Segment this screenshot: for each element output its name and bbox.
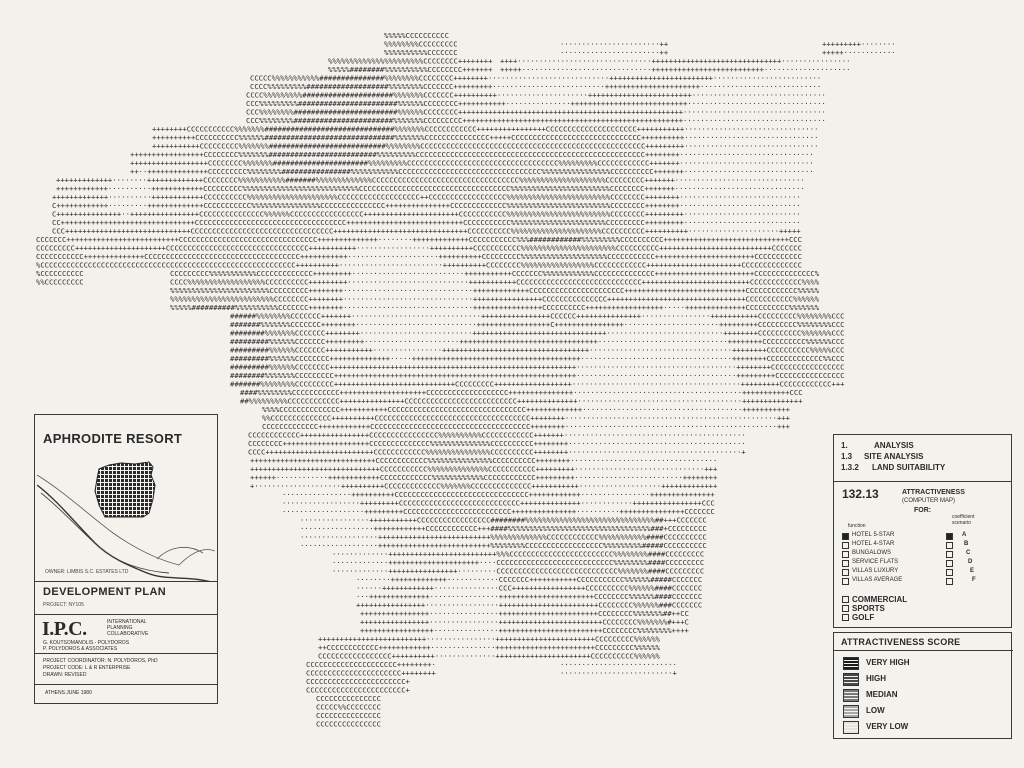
- function-label: SPORTS: [852, 604, 885, 613]
- credits-box: [34, 653, 218, 685]
- coefficient-letter: E: [970, 568, 975, 574]
- function-checkbox[interactable]: [842, 605, 849, 612]
- section-number-1: 1.: [841, 441, 848, 450]
- map-row: CCCCCCCCCCCCCCC: [316, 719, 381, 729]
- map-row: CCCCCCCCCCCCCCCCCCCCC++++++++·: [306, 660, 436, 669]
- map-row: %%%%%########%%%%%%%%%%CCCCCCCC+++++++: [328, 65, 493, 74]
- map-row: CCCCCCCCCCCCC++++++++++++CCCCCCCCCCCCCCCCCCCCCCCCCCCCCCCCCCCCC++++++++·················································+++: [262, 422, 790, 431]
- map-row: CCCCCCC++++++++++++++++++++++++++CCCCCCCCCCCCCCCCCCCCCCCCCCCCCCCC++++++++++++++········+++++++++++++CCCCCCCCCCC%%%############%%%%%%%%%CCCCCCCCCC+++++++++++++++++++++++++++++CCC: [36, 235, 802, 244]
- map-row: CCCC+++++++++++++++++++++++++CCCCCCCCCCCC%%%%%%%%%%%%%%%CCCCCCCCCC++++++++········································+: [248, 447, 746, 457]
- map-row: CCCCCCCCCCCCCCC: [316, 711, 381, 720]
- map-row: CCCC%%%%%%%%%###################%%%%%%%%CCCCCCC+++++++++··························++++++++++++++++++++++····························: [250, 82, 822, 91]
- other-function-list: [834, 482, 1013, 629]
- map-row: ++++++++++CCCCCCCCCC%%%%%%##############################%%%%%%%CCCCCCCCCCCCCCC+++++CCCCCCCCCCCCCCCCCCCCCCCCCCCCCC++++++++++·······························: [152, 133, 819, 142]
- function-label: VILLAS LUXURY: [852, 568, 899, 574]
- partners-line-2: P. POLYDOROS & ASSOCIATES: [43, 646, 118, 652]
- map-row: CCCCCCCCCCCCCCCCCCCCCC++++++++: [306, 668, 436, 678]
- legend-swatch: [843, 705, 859, 718]
- map-row: CCCCCCCCCCCCCCCCCCCCCCC+: [306, 685, 410, 695]
- map-row: %%%%%%%%%%%%%%%%%%%%%%%%CCCCCCCC++++++++······························++++++++++++++++CCCCCCCCCCCCCCC++++++++++++++++++++++++++++++++CCCCCCCCCCC%%%%%%: [170, 294, 820, 304]
- coefficient-header-2: scenario: [952, 520, 971, 526]
- map-row: %%%%%%%%%%%%%%%%%%%%%%CCCCCCCC++++++++: [328, 56, 493, 66]
- function-label: HOTEL 4-STAR: [852, 541, 895, 547]
- map-row: %%%%%##########%%%%%%%%%%CCCCCCC++++++++······························++++++++++++++++CCCCCCCCCC++++++++++++++++++·····++++++++++++++CCCCCCCCCC%%%%%%%: [170, 303, 820, 312]
- section-label-3: LAND SUITABILITY: [872, 463, 946, 472]
- legend-list: [834, 633, 1013, 740]
- map-row: ##%%%%%%%%%CCCCCCCCCCCC+++++++++++++++CCCCCCCCCCCCCCCCCCCCCCCCCC++++++++++++++······································++++++++++++++: [240, 396, 803, 406]
- section-label-2: SITE ANALYSIS: [864, 452, 924, 461]
- firm-box: [34, 614, 218, 654]
- map-row: ······++++++++++++···············CCC+++++++++++++++++CCCCCCCCCC%%%%%%####CCCCCCC: [356, 583, 703, 593]
- map-row: ··················++++++++++++++++++++++++++%%%%%%%%%%%%%CCCCCCCCCCCC%%%%%%%%%%%####CCCCCCCCCC: [300, 532, 707, 542]
- map-number: 132.13: [842, 487, 879, 501]
- map-row: ####%%%%%%%%CCCCCCCCCCC++++++++++++++++++++CCCCCCCCCCCCCCCCCCC+++++++++++++++·······································+++++++++++CCC: [240, 388, 803, 397]
- map-row: +++++++++++CCCCCCCCC%%%%%%%###########################%%%%%%%%CCCCCCCCCCCCCCCCCCCCCCCCCCCCCCCCCCCCCCCCCCCCCCCCCCCC+++++++++·······························: [152, 141, 819, 151]
- attractiveness-block: [833, 481, 1012, 628]
- map-row: +++++++++++++········+++++++++++++CCCCCCCC%%%%%%%%%%%#######%%%%%%%%%%%%%CCCCCCCCCCCCCCCCCCCCCCCCCCCCCCCCCC%%%%%%%%%%%%%%%%%%%%CCCCCCCCC+++++++······························: [56, 175, 805, 185]
- map-row: CCC+++++++++++++++++++++++++++++CCCCCCCCCCCCCCCCCCCCCCCCCCCCCCCCC+++++++++++++++++++++++++++++++CCCCCCCCCC%%%%%%%%%%%%%%%%%%%%%CCCCCCCCCC++++++++++·····················+++++: [52, 226, 801, 236]
- map-row: ++++++············++++++++++++CCCCCCCCCCCC%%%%%%%%%%%%CCCCCCCCCCCC+++++++++·························++++++++: [250, 473, 718, 482]
- map-row: #######%%%%%%%CCCCCCC++++++++····························+++++++++++++++++C++++++++++++++++······················+++++++++CCCCCCCCC%%%%%%%%CCC: [230, 320, 845, 329]
- coefficient-letter: D: [968, 559, 973, 565]
- road-3: [157, 547, 203, 559]
- map-row: ········+++++++++++++············CCCCCCC+++++++++++CCCCCCCCCCC%%%%%%#####CCCCCCC: [356, 575, 703, 584]
- map-row: CCCCCCCCC%%%%%%%%%%%CCCCCCCCCCCCC+++++++++··························+++++++++++CCCCCCC%%%%%%%%%%%%CCCCCCCCCCCCCC+++++++++++++++++++++++CCCCCCCCCCCCCC%: [170, 269, 820, 278]
- function-label: VILLAS AVERAGE: [852, 577, 903, 583]
- map-row: +····················++++++++++CCCCCCCCCCCCC%%%%%%%CCCCCCCCCCCCCC+++++++++++···················+++++++++++++: [250, 481, 718, 491]
- map-row: %%%%%CCCCCCCCCC: [384, 31, 449, 40]
- coordinator-line: PROJECT COORDINATOR: N. POLYDOROS, PhD: [43, 658, 158, 664]
- function-label: BUNGALOWS: [852, 550, 892, 556]
- title-block: [34, 414, 218, 704]
- firm-name-line-3: COLLABORATIVE: [107, 631, 149, 637]
- map-row: ######%%%%%%%%CCCCCCC+++++++······························++++++++++++++++CCCCCC+++++++++++++++················+++++++++++CCCCCCCCC%%%%%%%%CCC: [230, 311, 845, 321]
- map-row: ·············+++++++++++++++++++++····CCCCCCCCCCCCCCCCCCCCCCCCCCC%%%%%%%%####CCCCCCCCC: [332, 558, 705, 567]
- plan-title-box: [34, 581, 218, 615]
- map-row: ···························: [560, 660, 677, 669]
- map-row: +++++++++++++++++++++++++++++CCCCCCCCCCCC%%%%%%%%%%%%%%%CCCCCCCCCC++++++++··································: [250, 456, 718, 465]
- function-header: function: [848, 523, 866, 529]
- firm-name-line-1: INTERNATIONAL: [107, 619, 147, 625]
- site-parcel: [95, 462, 155, 517]
- map-row: ++++++++++++++++++CCCCCCCC%%%%%%%######################%%%%%%%%%CCCCCCCCCCCCCCCCCCCCCCCCCCCCCCCCCCC%%%%%%%%%CCCCCCCCCCCC+++++++·······························: [130, 158, 814, 168]
- firm-name-line-2: PLANNING: [107, 625, 133, 631]
- firm-logo: I.P.C.: [42, 618, 87, 640]
- map-row: %%%%%%%%%%%%%%%%%%%%%%%CCCCCCCCC++++++++······························+++++++++++++CCCCCCCCCCCCCCCCCCCCCC++++++++++++++++++++++++++++CCCCCCCCCCCC%%%%%: [170, 286, 820, 295]
- map-row: %%%%%%%%CCCCCCCCC: [384, 39, 458, 49]
- map-row: ···++++++++++++++················++++++++++++++++++++++CCCCCCCC%%%%%%####CCCCCCC: [356, 592, 703, 601]
- map-row: C+++++++++++++++··++++++++++++++++CCCCCCCCCCCCCCC%%%%%%CCCCCCCCCCCCCCCCC++++++++++++++++++++++CCCCCCCCCCC%%%%%%%%%%%%%%%%%%%%%%%%CCCCCCCC+++++++++···························: [52, 209, 801, 219]
- legend-swatch: [843, 657, 859, 670]
- function-label: HOTEL 5-STAR: [852, 532, 895, 538]
- map-row: CCCCCCCCCCCCCCCCC++++++++++··············++++++++++++++++++++++CCCCCCCCCC%%%%%%: [318, 651, 660, 661]
- map-row: CCC%%%%%%%%%#######################%%%%%%CCCCCCCC+++++++++++···············+++++++++++++++++++++++++++································: [246, 99, 826, 108]
- map-row: CCCCCCCCCCCCCCCCCCCCCCC+: [306, 677, 410, 686]
- map-row: ++··++++++++++++++CCCCCCCCC%%%%%%%%################%%%%%%%%%%%CCCCCCCCCCCCCCCCCCCCCCCCCCCCCCCCC%%%%%%%%%%%%%%%%CCCCCCCCCC+++++++······························: [130, 167, 814, 176]
- map-row: ++++++++++++++++················+++++++++++++++++++++++CCCCCCCC%%%%%%%##++CC: [360, 609, 689, 618]
- legend-label: VERY LOW: [866, 722, 909, 731]
- map-row: %CCCCCCCCCCCCCCCCCCCCCCCCCCCCCCCCCCCCCCCCCCCCCCCCCCCCCCCCCCC++++++++++························++++++++++CCCCCCCC%%%%%%%%%%%%%%%%%CCCCCCCCCCCC++++++++++++++++++++++CCCCCCCCCCCCCC: [36, 260, 802, 270]
- section-label-1: ANALYSIS: [874, 441, 914, 450]
- map-row: ·············++++++++++++++++·········CCCCCCCCCCCCCCCCCCCCCCCCCCCC%%%%%%%####CCCCCCCCC: [332, 566, 705, 576]
- map-row: CC+++++++++++++++++++++++++++++++CCCCCCCCCCCCCCCCCCCCCCCCCCCCCCCCCCC+++++++++++++++++++++++++++CCCCCCCCCCC%%%%%%%%%%%%%%%%%%%%%%CCCCCCCCC+++++++++···························: [52, 218, 801, 227]
- map-row: ··················+++++++++CCCCCCCCCCCCCCCCCCCCCCCCCCCC++++++++++++++············++++++++++++++++CCC: [282, 498, 715, 508]
- section-block: [833, 434, 1012, 482]
- attractiveness-title-3: FOR:: [914, 507, 932, 514]
- map-row: %%CCCCCCCCC: [36, 277, 84, 287]
- project-title: APHRODITE RESORT: [43, 431, 183, 446]
- map-row: +++++++++++++++++CCCCCCCC%%%%%%%#########################%%%%%%%%%CCCCCCCCCCCCCCCCCCCCCCCCCCCCCCCCCCCCCCCCCCCCCCCCCCCCC++++++++·······························: [130, 150, 814, 159]
- map-row: CCCC%%%%%%%%%%%%%%%%%%CCCCCCCCCC+++++++++····························+++++++++++CCCCCCCCCCCCCCCCCCCCCCCCCCCCC+++++++++++++++++++++++++CCCCCCCCCCCC%%%%: [170, 277, 820, 287]
- score-legend-title: ATTRACTIVENESS SCORE: [841, 637, 961, 647]
- map-row: ++++++++CCCCCCCCCCC%%%%%%%##############################%%%%%%%CCCCCCCCCCCC++++++++++++++++CCCCCCCCCCCCCCCCCCCCC+++++++++++·······························: [152, 124, 819, 134]
- drawn-line: DRAWN: REVISED: [43, 672, 87, 678]
- legend-label: LOW: [866, 706, 885, 715]
- map-row: +++++++++++++··········++++++++++++CCCCCCCCCC%%%%%%%%%%%%%%%%%%%%%CCCCCCCCCCCCCCCCCCC++CCCCCCCCCCCCCCCCCC%%%%%%%%%%%%%%%%%%%%%%%%CCCCCCCC++++++++····························: [52, 192, 801, 202]
- map-row: ··················++++++++++++++++++++++++++%%%%%%%%CCCCCCCCCCCCCCCCCC%%%%%%%%%#####CCCCCCCCCC: [300, 541, 707, 550]
- coefficient-letter: C: [966, 550, 971, 556]
- project-number: PROJECT: NY105: [43, 602, 84, 608]
- map-row: CCCCCCCC++++++++++++++++++++CCCCCCCCCCCCCC%%%%%%%%%%%%%%CCCCCCCCCC++++++++·········································: [248, 439, 746, 448]
- map-row: %%CCCCCCCCCCCCCC++++++++++CCCCCCCCCCCCCCCCCCCCCCCCCCCCCCCCCCCC++++++++·················································+++: [262, 413, 790, 423]
- map-row: ···················+++++++++CCCCCCCCCCCCCCCCCCCCCCCCC+++++++++++++++··········+++++++++++++++CCCCCCC: [282, 507, 715, 516]
- map-row: ########%%%%%%%CCCCCCCCC++++++++++++++++++++++++++++++++++++++++++++++++++++++++·····································+++++++++CCCCCCCCCCCCCCCC: [230, 371, 845, 380]
- legend-label: VERY HIGH: [866, 658, 910, 667]
- map-row: ·······················++: [560, 39, 669, 49]
- legend-swatch: [843, 689, 859, 702]
- location-map: [37, 455, 215, 583]
- project-code-line: PROJECT CODE: L & R ENTERPRISE: [43, 665, 131, 671]
- map-row: CCCCCCCCCCC++++++++++++++CCCCCCCCCCCCCCCCCCCCCCCCCCCCCCCCCCCC+++++++++++·····················++++++++++CCCCCCCCC%%%%%%%%%%%%%%%%%%%%CCCCCCCCCCC+++++++++++++++++++++++CCCCCCCCCCC: [36, 252, 802, 261]
- map-row: CCCCC%%CCCCCCCC: [316, 702, 381, 712]
- map-row: %%%%CCCCCCCCCCCCCC+++++++++++CCCCCCCCCCCCCCCCCCCCCCCCCCCCCCCC+++++++++++++·····································+++++++++++: [262, 405, 790, 414]
- coefficient-letter: A: [962, 532, 967, 538]
- map-row: CCCCCCCCC+++++++++++++++++++++CCCCCCCCCCCCCCCCCCCCCCCCCCCCCCCCC+++++++++++·················++++++++++CCCCCCCCCCC%%%%%%%%%%%%%%%%%%%%%%CCCCCCCCCC++++++++++++++++++++++++++CCCCCCC: [36, 243, 802, 253]
- map-row: ++++·······························++++++++++++++++++++++++++++++················: [500, 56, 851, 66]
- coefficient-header-1: coefficient: [952, 514, 975, 520]
- section-number-3: 1.3.2: [841, 463, 859, 472]
- map-row: CCC%%%%%%%%#######################%%%%%%%CCCCCCCCC+++++++++++++++++++++++++++++++++++++++++++++++++++·································: [246, 116, 826, 125]
- map-row: CCCC%%%%%%%%%#####################%%%%%%%CCCCCCC++++++++++·····················++++++++++++++++++++++++·······························: [246, 90, 826, 100]
- map-row: ·················++++++++++++CCCCCCCCCCCC+++####%%%%%%%%%%%%%%%%%%%%%%%%%%%%%%%%%###+CCCCCCCCC: [300, 524, 707, 533]
- plan-title: DEVELOPMENT PLAN: [43, 586, 167, 598]
- map-row: ++++++++++++··········++++++++++++CCCCCCCCC%%%%%%%%%%%%%%%%%%%%%%%%%%%CCCCCCCCCCCCCCCCCCCCCCCCCCCCCCCCCCC%%%%%%%%%%%%%%%%%%%%%%%CCCCCCCC+++++++······························: [56, 184, 805, 193]
- map-row: #########%%%%%%CCCCCCC+++++++++++················++++++++++++++++++++++++++++++++++·································++++++++CCCCCCCCCC%%%%%CCC: [230, 345, 845, 355]
- map-row: +++++······························++++++++++++++++++++++++++····················: [500, 65, 851, 74]
- function-label: SERVICE FLATS: [852, 559, 899, 565]
- map-row: CCCCCCCCCCCCCCC: [316, 694, 381, 703]
- map-row: C++++++++++++·········+++++++++++++CCCCCCCCCCC%%%%%%%%%%%%%%%%CCCCCCCCCCCCCCC+++++++++++++++CCCCCCCCCCCCC%%%%%%%%%%%%%%%%%%%%%%%%CCCCCCCC++++++++····························: [52, 201, 801, 210]
- map-row: +++++++++++++++++···············++++++++++++++++++++++++CCCCCCCC%%%%%%%%++++: [360, 626, 689, 635]
- legend-label: HIGH: [866, 674, 886, 683]
- map-row: #######%%%%%%%%CCCCCCCCC++++++++++++++++++++++++++++CCCCCCCCC++++++++++++++++++·······································+++++++++CCCCCCCCCCCC+++: [230, 379, 845, 389]
- attractiveness-title-1: ATTRACTIVENESS: [902, 489, 965, 496]
- place-date: ATHENS JUNE 1980: [45, 690, 92, 696]
- map-row: +++++············: [822, 48, 896, 57]
- coefficient-letter: F: [972, 577, 976, 583]
- coefficient-letter: B: [964, 541, 969, 547]
- map-row: #########%%%%%%CCCCCCCC+++++++++++++++++++++++++++++++++++++++++++++++++++++++++·····································++++++++CCCCCCCCCCCCCCCCC: [230, 362, 845, 372]
- map-row: ················+++++++++++CCCCCCCCCCCCCCCCC########%%%%%%%%%%%%%%%%%%%%%%%%%%%%%%##+++CCCCCCC: [300, 515, 707, 525]
- map-row: CCC%%%%%%%%########################%%%%%%CCCCCCCC++++++++++++++++++++++++++++++++++++++++++++++++++++·································: [246, 107, 826, 117]
- function-checkbox[interactable]: [842, 596, 849, 603]
- function-checkbox[interactable]: [842, 614, 849, 621]
- map-row: ++++++++++++++++················++++++++++++++++++++++++CCCCCCCC%%%%%%%#+++C: [360, 617, 689, 627]
- map-row: ··························+: [560, 668, 677, 678]
- map-row: +++++++++········: [822, 39, 896, 49]
- function-label: GOLF: [852, 613, 875, 622]
- legend-swatch: [843, 721, 859, 734]
- map-row: %CCCCCCCCCC: [36, 269, 84, 278]
- function-label: COMMERCIAL: [852, 595, 908, 604]
- section-number-2: 1.3: [841, 452, 853, 461]
- map-row: ++++++++++++++++++++++++++++++CCCCCCCCCCC%%%%%%%%%%%%%%CCCCCCCCCCC+++++++++······························+++: [250, 464, 718, 474]
- score-legend: [833, 632, 1012, 739]
- map-row: ·············+++++++++++++++++++++++++%%%CCCCCCCCCCCCCCCCCCCCCCCC%%%%%%%%####CCCCCCCCC: [332, 549, 705, 559]
- map-row: CCCCC%%%%%%%%%%%###############%%%%%%%%CCCCCCCC++++++++····························++++++++++++++++++++++++·························: [250, 73, 822, 83]
- map-row: ++CCCCCCCCCCCC++++++++++++···············+++++++++++++++++++++++CCCCCCCCC%%%%%%: [318, 643, 660, 652]
- map-row: %%%%%%%%%%CCCCCCC: [384, 48, 458, 57]
- owner-line: OWNER: LIMBIS S.C. ESTATES LTD: [45, 569, 129, 575]
- map-row: ················++++++++++CCCCCCCCCCCCCCCCCCCCCCCCCCCCCCC++++++++++++················+++++++++++++++: [282, 490, 715, 499]
- partners-line-1: G. KOUTSOMANOLIS - POLYDOROS: [43, 640, 130, 646]
- attractiveness-title-2: (COMPUTER MAP): [902, 498, 955, 504]
- legend-swatch: [843, 673, 859, 686]
- map-row: #########%%%%%%CCCCCCC+++++++++······················++++++++++++++++++++++++++++++++······························++++++++CCCCCCCCCC%%%%%%CCC: [230, 337, 845, 346]
- map-row: CCCCCCCCCCCC++++++++++++++++CCCCCCCCCCCCCCCC%%%%%%%%%%CCCCCCCCCCCC+++++++··········································: [248, 430, 746, 440]
- map-row: +++++++++++++++++++++++++················+++++++++++++++++++++++CCCCCCCCC%%%%%%: [318, 634, 660, 644]
- map-row: ########%%%%%%%CCCCCCC++++++++··························+++++++++++++++++++++++++++++++···························++++++++CCCCCCCCCC%%%%%%%CCC: [230, 328, 845, 338]
- map-row: ·······················++: [560, 48, 669, 57]
- legend-label: MEDIAN: [866, 690, 898, 699]
- map-row: ++++++++++++++++·················+++++++++++++++++++++++CCCCCCCC%%%%%%###CCCCCCC: [356, 600, 703, 610]
- map-row: #########%%%%%%CCCCCCCC++++++++++++++·····+++++++++++++++++++++++++++++++++++++++···································++++++++CCCCCCCCCCCCC%%CCC: [230, 354, 845, 363]
